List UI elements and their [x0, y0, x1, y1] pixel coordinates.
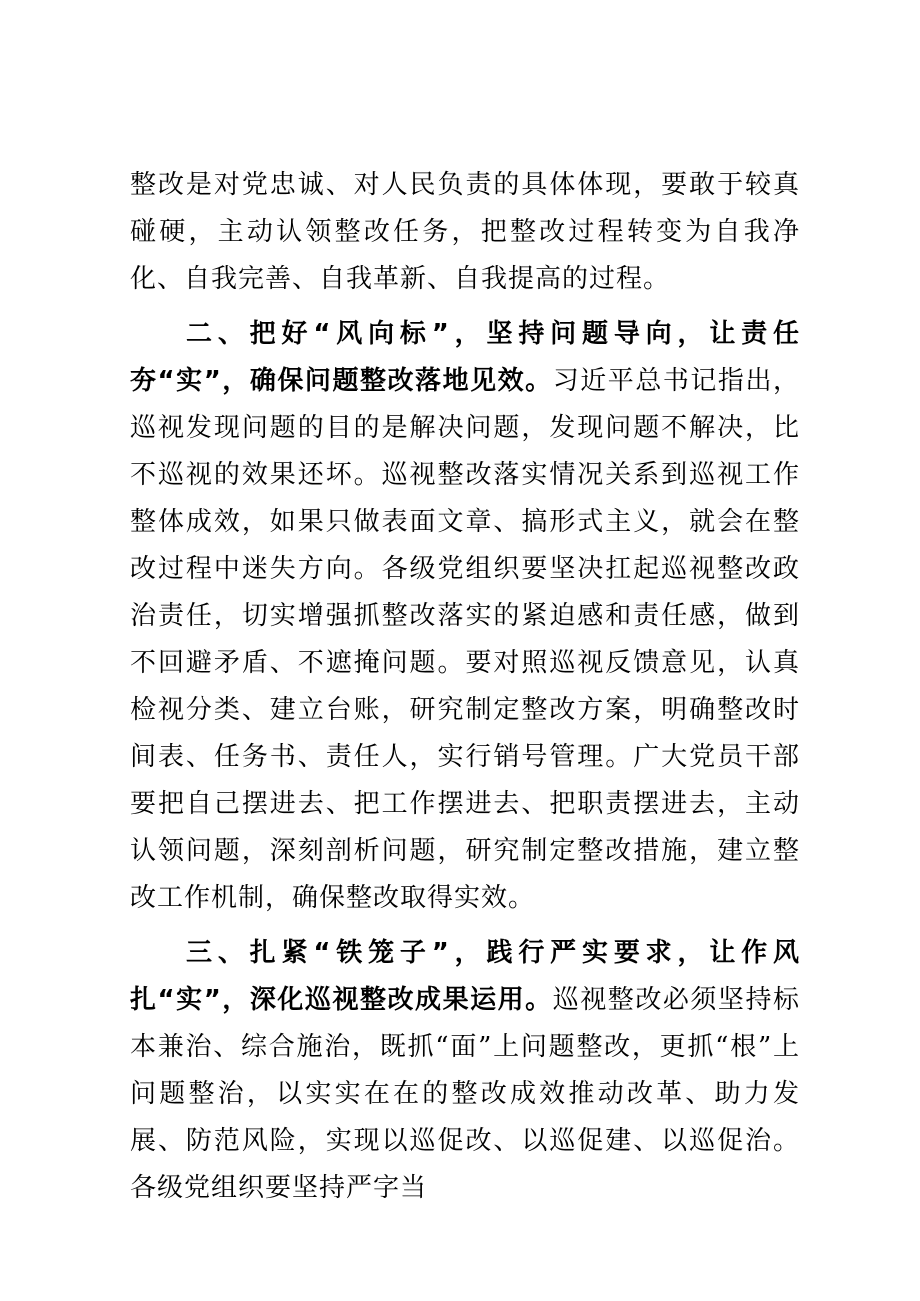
paragraph-section-three — [130, 930, 800, 1212]
section-two-text: 习近平总书记指出，巡视发现问题的目的是解决问题，发现问题不解决，比不巡视的效果还坏。巡视整改落实情况关系到巡视工作整体成效，如果只做表面文章、搞形式主义，就会在整改过程中迷失方向。各级党组织要坚决扛起巡视整改政治责任，切实增强抓整改落实的紧迫感和责任感，做到不回避矛盾、不遮掩问题。要对照巡视反馈意见，认真检视分类、建立台账，研究制定整改方案，明确整改时间表、任务书、责任人，实行销号管理。广大党员干部要把自己摆进去、把工作摆进去、把职责摆进去，主动认领问题，深刻剖析问题，研究制定整改措施，建立整改工作机制，确保整改取得实效。 — [130, 366, 800, 913]
document-body — [130, 162, 800, 1212]
paragraph-section-two — [130, 311, 800, 922]
section-three-heading: 三、扎紧“铁笼子”，践行严实要求，让作风扎“实”，深化巡视整改成果运用。 — [130, 938, 800, 1015]
section-three-text: 巡视整改必须坚持标本兼治、综合施治，既抓“面”上问题整改，更抓“根”上问题整治，以实实在在的整改成效推动改革、助力发展、防范风险，实现以巡促改、以巡促建、以巡促治。各级党组织要坚持严字当 — [130, 985, 800, 1203]
paragraph-continuation — [130, 162, 800, 303]
section-two-heading: 二、把好“风向标”，坚持问题导向，让责任夯“实”，确保问题整改落地见效。 — [130, 319, 800, 396]
paragraph-1-text: 整改是对党忠诚、对人民负责的具体体现，要敢于较真碰硬，主动认领整改任务，把整改过程转变为自我净化、自我完善、自我革新、自我提高的过程。 — [130, 170, 800, 294]
